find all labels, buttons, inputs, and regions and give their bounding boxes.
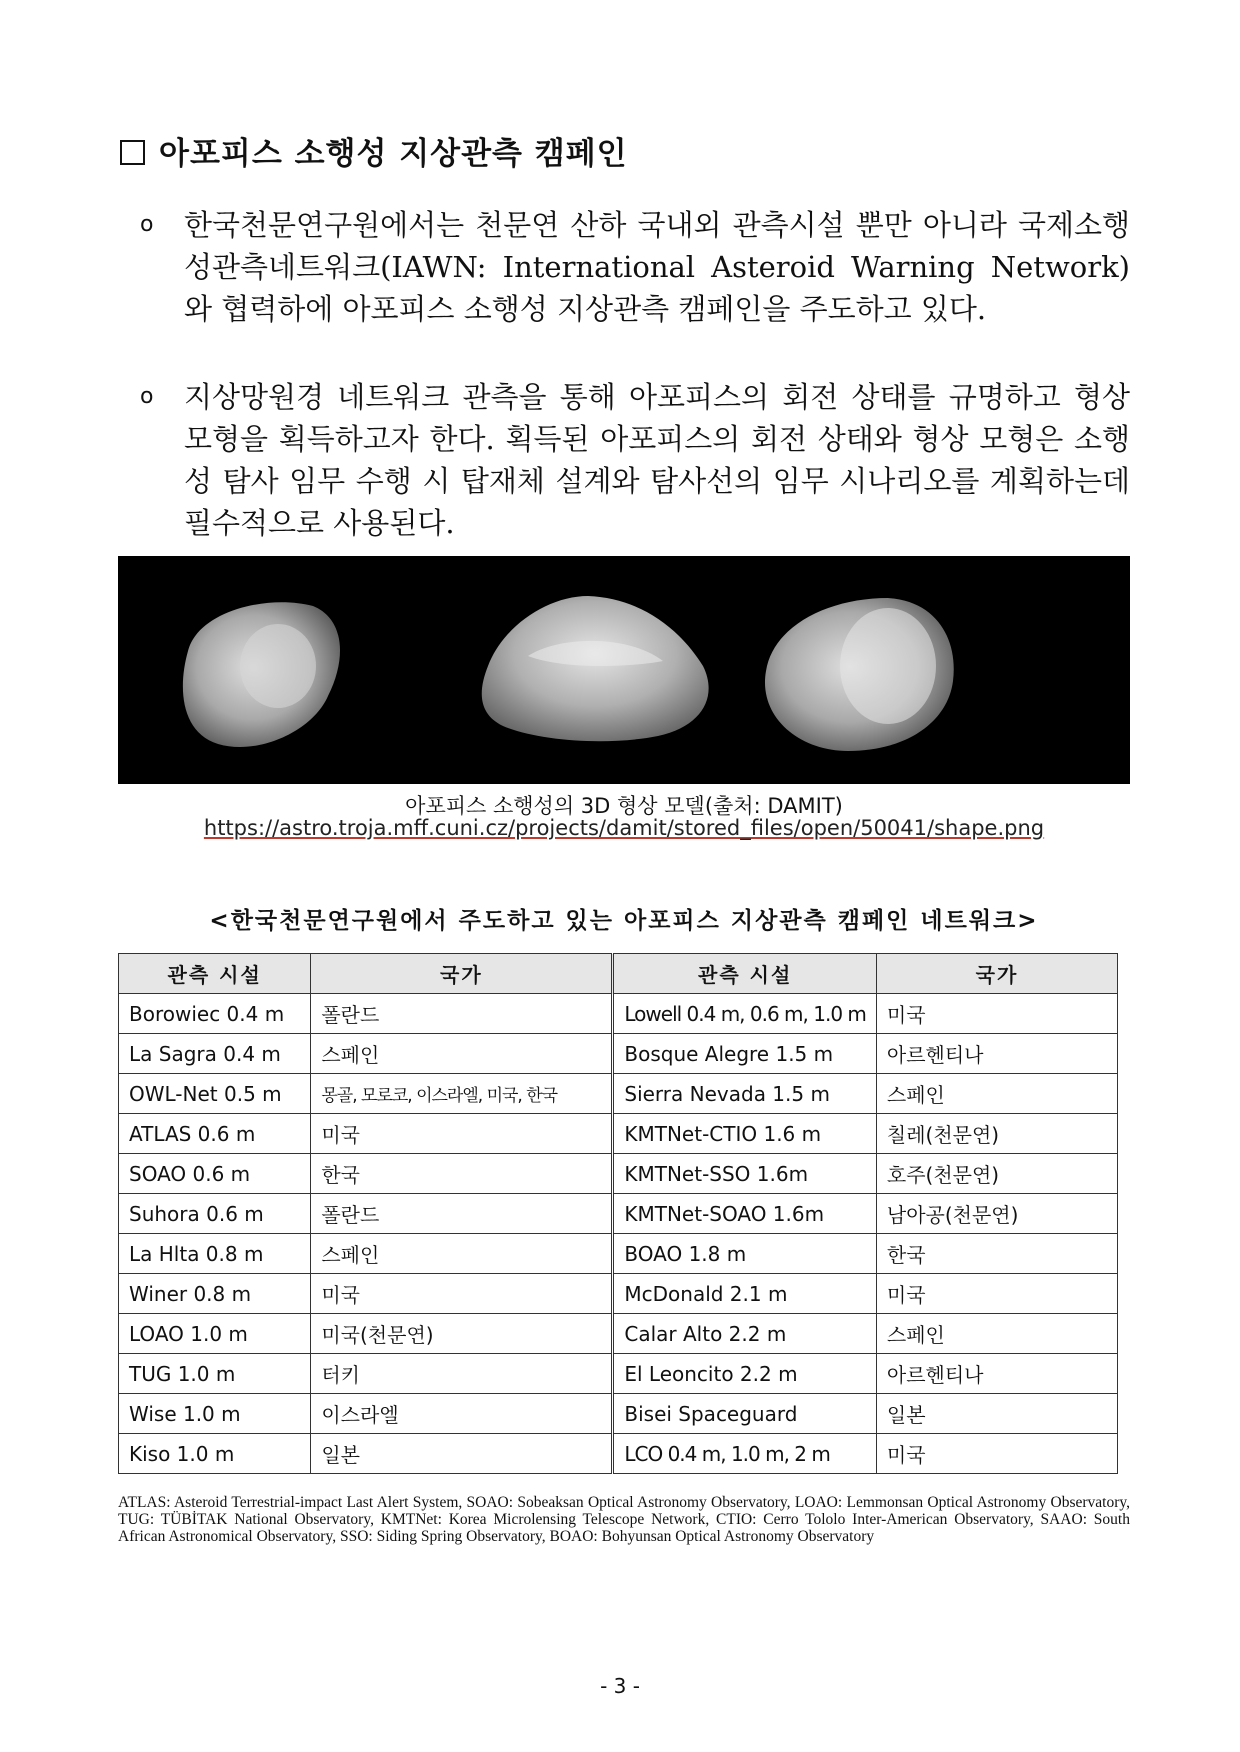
asteroid-3d-shape-image <box>118 556 1130 784</box>
country-cell: 아르헨티나 <box>876 1354 1117 1394</box>
country-cell: 남아공(천문연) <box>876 1194 1117 1234</box>
country-cell: 스페인 <box>311 1234 613 1274</box>
facility-cell: Suhora 0.6 m <box>119 1194 311 1234</box>
facility-cell: KMTNet-SSO 1.6m <box>613 1154 877 1194</box>
section-heading-text: 아포피스 소행성 지상관측 캠페인 <box>159 136 628 172</box>
table-row <box>119 1074 1118 1114</box>
header-facility: 관측 시설 <box>119 954 311 994</box>
header-country: 국가 <box>311 954 613 994</box>
facility-cell: El Leoncito 2.2 m <box>613 1354 877 1394</box>
facility-cell: Wise 1.0 m <box>119 1394 311 1434</box>
facility-cell: McDonald 2.1 m <box>613 1274 877 1314</box>
table-row <box>119 1354 1118 1394</box>
facility-cell: Calar Alto 2.2 m <box>613 1314 877 1354</box>
country-cell: 스페인 <box>311 1034 613 1074</box>
bullet-text: 한국천문연구원에서는 천문연 산하 국내외 관측시설 뿐만 아니라 국제소행성관측네트워크(IAWN: International Asteroid Warning Network)와 협력하에 아포피스 소행성 지상관측 캠페인을 주도하고 있다. <box>184 208 1130 326</box>
facility-cell: SOAO 0.6 m <box>119 1154 311 1194</box>
observation-network-table <box>118 953 1118 1474</box>
table-row <box>119 1394 1118 1434</box>
bullet-circle-icon: o <box>140 384 154 409</box>
facility-cell: Lowell 0.4 m, 0.6 m, 1.0 m <box>613 994 877 1034</box>
country-cell: 칠레(천문연) <box>876 1114 1117 1154</box>
figure-caption: 아포피스 소행성의 3D 형상 모델(출처: DAMIT) <box>405 794 843 818</box>
facility-cell: Bisei Spaceguard <box>613 1394 877 1434</box>
facility-cell: KMTNet-SOAO 1.6m <box>613 1194 877 1234</box>
page-number: - 3 - <box>600 1674 640 1698</box>
table-row <box>119 1234 1118 1274</box>
section-heading <box>120 128 628 173</box>
country-cell: 미국 <box>311 1114 613 1154</box>
country-cell: 한국 <box>876 1234 1117 1274</box>
asteroid-view-2 <box>482 596 709 741</box>
country-cell: 미국 <box>311 1274 613 1314</box>
facility-cell: OWL-Net 0.5 m <box>119 1074 311 1114</box>
facility-cell: LOAO 1.0 m <box>119 1314 311 1354</box>
table-header-row <box>119 954 1118 994</box>
header-facility: 관측 시설 <box>613 954 877 994</box>
header-country: 국가 <box>876 954 1117 994</box>
facility-cell: TUG 1.0 m <box>119 1354 311 1394</box>
country-cell: 일본 <box>311 1434 613 1474</box>
bullet-circle-icon: o <box>140 212 154 237</box>
facility-cell: ATLAS 0.6 m <box>119 1114 311 1154</box>
country-cell: 미국 <box>876 1434 1117 1474</box>
table-row <box>119 1034 1118 1074</box>
table-row <box>119 1154 1118 1194</box>
country-cell: 미국(천문연) <box>311 1314 613 1354</box>
country-cell: 한국 <box>311 1154 613 1194</box>
bullet-item <box>140 376 1130 544</box>
country-cell: 일본 <box>876 1394 1117 1434</box>
table-row <box>119 994 1118 1034</box>
country-cell: 폴란드 <box>311 994 613 1034</box>
facility-cell: KMTNet-CTIO 1.6 m <box>613 1114 877 1154</box>
facility-cell: Winer 0.8 m <box>119 1274 311 1314</box>
facility-cell: LCO 0.4 m, 1.0 m, 2 m <box>613 1434 877 1474</box>
country-cell: 몽골, 모로코, 이스라엘, 미국, 한국 <box>311 1074 613 1114</box>
facility-cell: Sierra Nevada 1.5 m <box>613 1074 877 1114</box>
table-row <box>119 1274 1118 1314</box>
table-row <box>119 1434 1118 1474</box>
facility-cell: Kiso 1.0 m <box>119 1434 311 1474</box>
country-cell: 미국 <box>876 994 1117 1034</box>
country-cell: 아르헨티나 <box>876 1034 1117 1074</box>
country-cell: 폴란드 <box>311 1194 613 1234</box>
facility-cell: La Hlta 0.8 m <box>119 1234 311 1274</box>
facility-cell: Bosque Alegre 1.5 m <box>613 1034 877 1074</box>
facility-cell: Borowiec 0.4 m <box>119 994 311 1034</box>
country-cell: 스페인 <box>876 1314 1117 1354</box>
abbreviation-footnote: ATLAS: Asteroid Terrestrial-impact Last Alert System, SOAO: Sobeaksan Optical Astronomy Observatory, LOAO: Lemmonsan Optical Astronomy Observatory, TUG: TÜBİTAK National Observatory, KMTNet: Korea Microlensing Telescope Network, CTIO: Cerro Tololo Inter-American Observatory, SAAO: South African Astronomical Observatory, SSO: Siding Spring Observatory, BOAO: Bohyunsan Optical Astronomy Observatory <box>118 1494 1130 1545</box>
country-cell: 미국 <box>876 1274 1117 1314</box>
table-row <box>119 1314 1118 1354</box>
facility-cell: BOAO 1.8 m <box>613 1234 877 1274</box>
figure-source-link[interactable] <box>118 816 1130 840</box>
country-cell: 호주(천문연) <box>876 1154 1117 1194</box>
bullet-item <box>140 204 1130 330</box>
bullet-text: 지상망원경 네트워크 관측을 통해 아포피스의 회전 상태를 규명하고 형상 모형을 획득하고자 한다. 획득된 아포피스의 회전 상태와 형상 모형은 소행성 탐사 임무 수행 시 탑재체 설계와 탐사선의 임무 시나리오를 계획하는데 필수적으로 사용된다. <box>184 380 1130 540</box>
country-cell: 터키 <box>311 1354 613 1394</box>
figure-source-url[interactable]: https://astro.troja.mff.cuni.cz/projects/damit/stored_files/open/50041/shape.png <box>203 816 1045 840</box>
country-cell: 이스라엘 <box>311 1394 613 1434</box>
facility-cell: La Sagra 0.4 m <box>119 1034 311 1074</box>
table-title: <한국천문연구원에서 주도하고 있는 아포피스 지상관측 캠페인 네트워크> <box>209 908 1039 934</box>
country-cell: 스페인 <box>876 1074 1117 1114</box>
checkbox-square-icon <box>120 140 145 165</box>
table-row <box>119 1194 1118 1234</box>
table-row <box>119 1114 1118 1154</box>
